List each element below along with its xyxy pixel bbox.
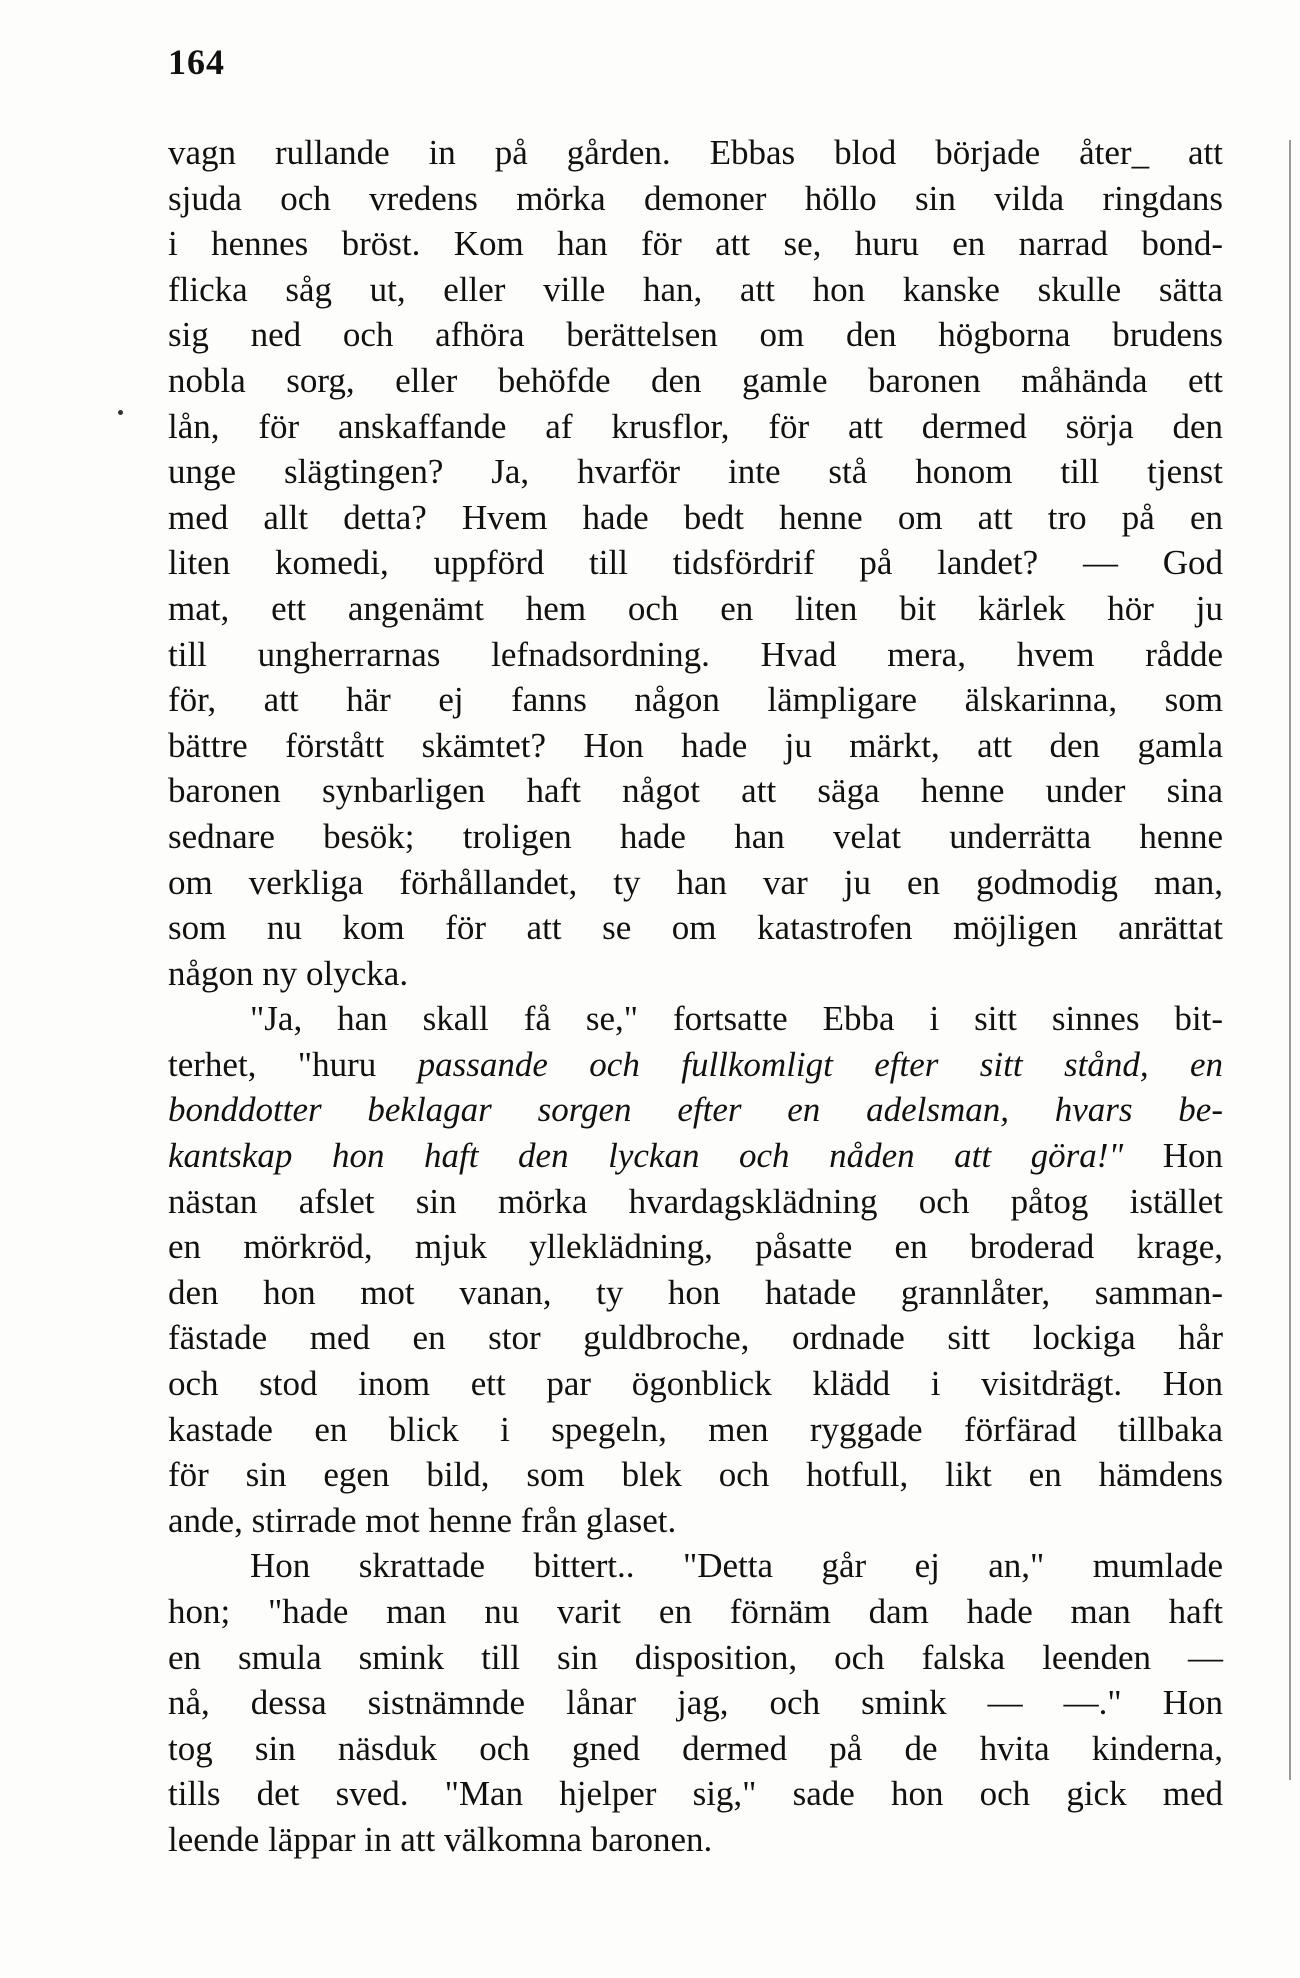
text-segment: terhet, "huru: [168, 1044, 418, 1084]
text-line: tills det sved. "Man hjelper sig," sade hon och gick med: [168, 1774, 1223, 1814]
text-line: med allt detta? Hvem hade bedt henne om att tro på en: [168, 497, 1223, 537]
text-segment: Hon: [1123, 1136, 1224, 1176]
text-line: lån, för anskaffande af krusflor, för att dermed sörja den: [168, 406, 1223, 446]
text-line: sjuda och vredens mörka demoner höllo sin vilda ringdans: [168, 178, 1223, 218]
text-line: tog sin näsduk och gned dermed på de hvita kinderna,: [168, 1728, 1223, 1768]
text-line: en smula smink till sin disposition, och falska leenden —: [168, 1637, 1223, 1677]
italic-text-segment: kantskap hon haft den lyckan och nåden att göra!": [168, 1136, 1124, 1176]
text-line: den hon mot vanan, ty hon hatade grannlåter, samman-: [168, 1272, 1223, 1312]
text-line: någon ny olycka.: [168, 953, 409, 993]
text-line: för, att här ej fanns någon lämpligare älskarinna, som: [168, 680, 1223, 720]
text-line: "Ja, han skall få se," fortsatte Ebba i sitt sinnes bit-: [250, 999, 1223, 1039]
italic-text-segment: passande och fullkomligt efter sitt stånd, en: [417, 1044, 1223, 1084]
text-line: leende läppar in att välkomna baronen.: [168, 1819, 713, 1859]
text-line: till ungherrarnas lefnadsordning. Hvad mera, hvem rådde: [168, 634, 1223, 674]
page-number: 164: [168, 42, 225, 82]
margin-mark: [118, 410, 123, 415]
text-line: nå, dessa sistnämnde lånar jag, och smink — —." Hon: [168, 1683, 1223, 1723]
text-line: som nu kom för att se om katastrofen möjligen anrättat: [168, 908, 1223, 948]
text-line: baronen synbarligen haft något att säga henne under sina: [168, 771, 1223, 811]
text-line: nästan afslet sin mörka hvardagsklädning och påtog istället: [168, 1181, 1223, 1221]
text-line: kastade en blick i spegeln, men ryggade förfärad tillbaka: [168, 1409, 1223, 1449]
italic-text-line: bonddotter beklagar sorgen efter en adelsman, hvars be-: [168, 1090, 1223, 1130]
text-line: bättre förstått skämtet? Hon hade ju märkt, att den gamla: [168, 725, 1223, 765]
text-line: flicka såg ut, eller ville han, att hon kanske skulle sätta: [168, 269, 1223, 309]
text-line: [168, 1133, 1223, 1179]
text-line: unge slägtingen? Ja, hvarför inte stå honom till tjenst: [168, 452, 1223, 492]
text-line: om verkliga förhållandet, ty han var ju en godmodig man,: [168, 862, 1223, 902]
text-line: vagn rullande in på gården. Ebbas blod började åter_ att: [168, 133, 1223, 172]
text-line: sednare besök; troligen hade han velat underrätta henne: [168, 816, 1223, 856]
text-line: för sin egen bild, som blek och hotfull, likt en hämdens: [168, 1455, 1223, 1495]
text-line: ande, stirrade mot henne från glaset.: [168, 1500, 677, 1540]
text-line: hon; "hade man nu varit en förnäm dam hade man haft: [168, 1592, 1223, 1631]
text-line: i hennes bröst. Kom han för att se, huru en narrad bond-: [168, 224, 1223, 264]
text-line: nobla sorg, eller behöfde den gamle baronen måhända ett: [168, 360, 1223, 400]
text-line: en mörkröd, mjuk ylleklädning, påsatte en broderad krage,: [168, 1227, 1223, 1267]
text-line: fästade med en stor guldbroche, ordnade sitt lockiga hår: [168, 1318, 1223, 1358]
page-edge-line: [1289, 140, 1291, 1780]
text-line: och stod inom ett par ögonblick klädd i visitdrägt. Hon: [168, 1364, 1223, 1404]
body-text: [168, 130, 1223, 1863]
text-line: [168, 1042, 1223, 1088]
text-line: Hon skrattade bittert.. "Detta går ej an," mumlade: [250, 1546, 1223, 1586]
text-line: liten komedi, uppförd till tidsfördrif på landet? — God: [168, 543, 1223, 583]
text-line: mat, ett angenämt hem och en liten bit kärlek hör ju: [168, 588, 1223, 628]
text-line: sig ned och afhöra berättelsen om den högborna brudens: [168, 315, 1223, 355]
